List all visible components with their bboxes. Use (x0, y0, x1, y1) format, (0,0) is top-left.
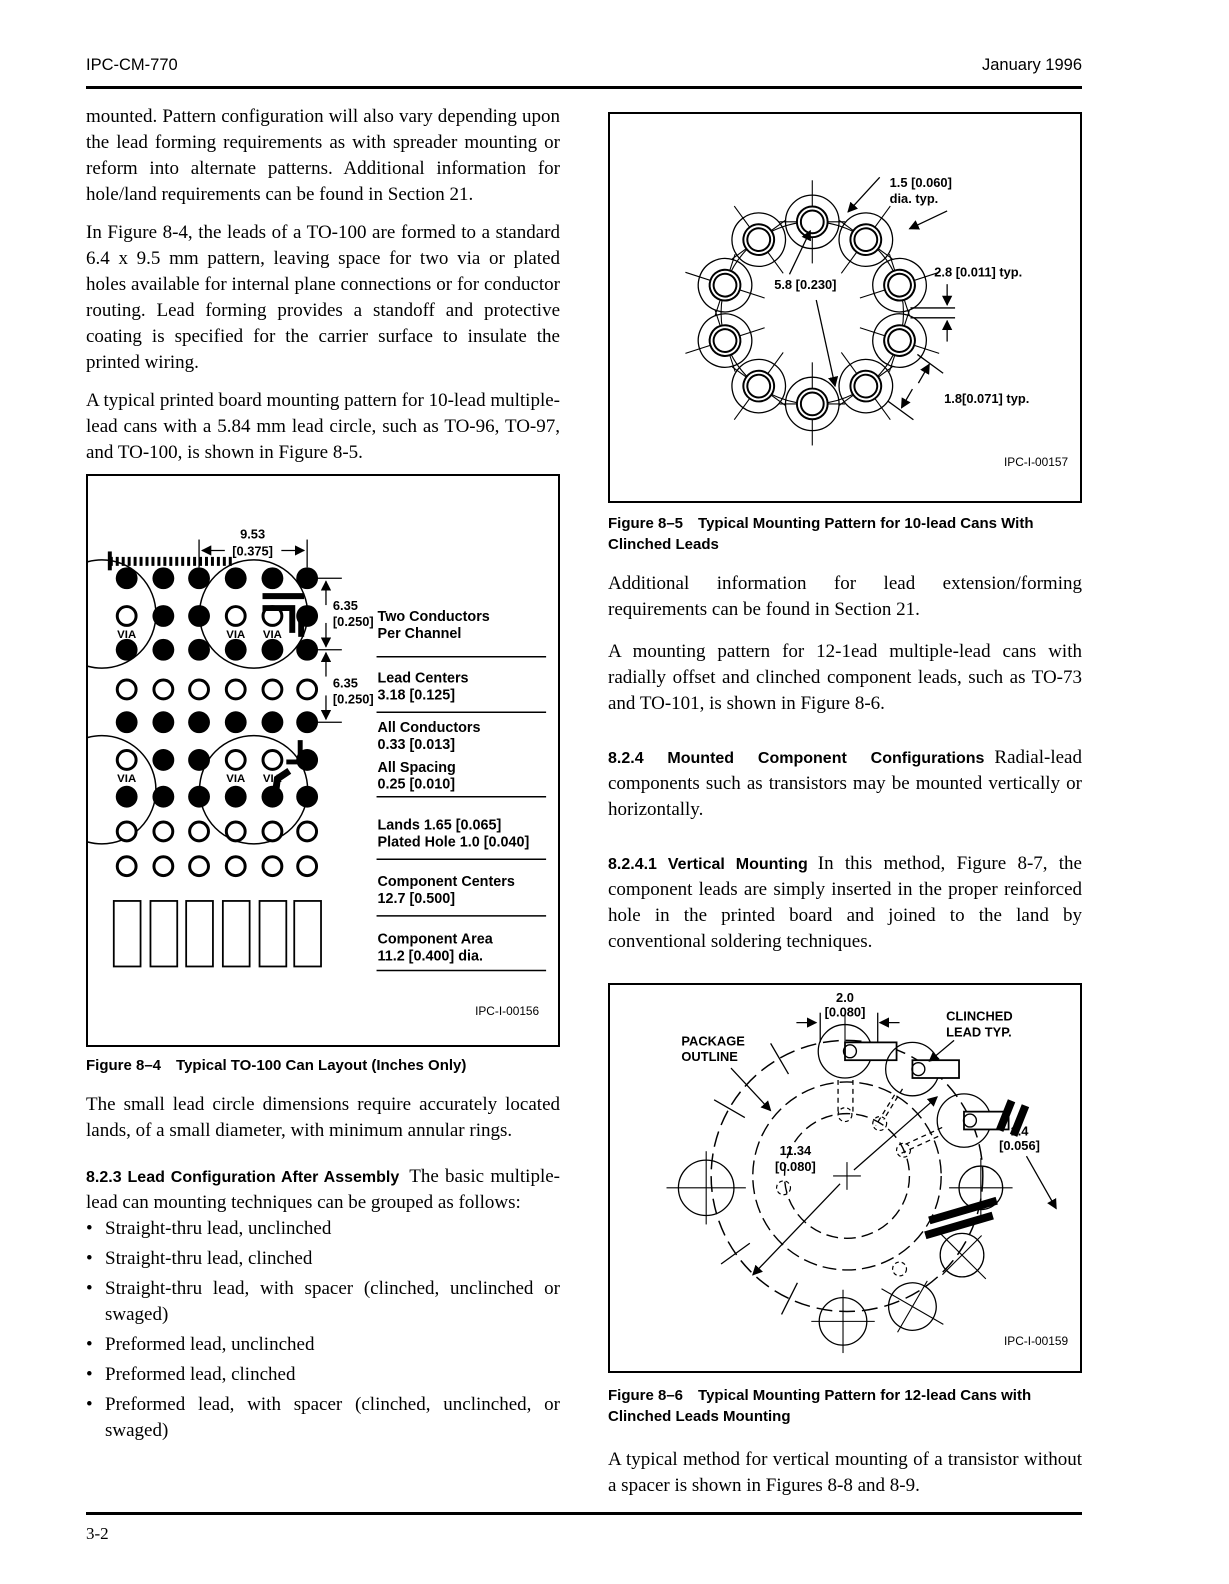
annotation: Plated Hole 1.0 [0.040] (377, 834, 530, 851)
annotation: Lead Centers (377, 670, 469, 687)
list-item: • Preformed lead, clinched (86, 1362, 560, 1388)
plate-id: IPC-I-00156 (475, 1004, 540, 1019)
dim-text: 11.34 (779, 1143, 812, 1159)
pad-ring (675, 180, 949, 445)
annotation: All Conductors (377, 720, 481, 737)
list-item: • Preformed lead, unclinched (86, 1332, 560, 1358)
right-column (608, 104, 1082, 1511)
figure4-annotations (377, 609, 547, 970)
dim-text: 5.8 [0.230] (774, 277, 837, 293)
label-text: CLINCHED (946, 1008, 1013, 1024)
caption-label: Figure 8–6 (608, 1387, 684, 1404)
clinch-mark (777, 1181, 791, 1195)
annotation: Per Channel (377, 625, 462, 642)
caption-text: Typical Mounting Pattern for 12-lead Cans with Clinched Leads Mounting (608, 1387, 1032, 1425)
dim-text: 6.35 (332, 598, 358, 614)
lead-config-list (86, 1216, 560, 1444)
annotation: Lands 1.65 [0.065] (377, 817, 502, 834)
annotation: 11.2 [0.400] dia. (377, 948, 483, 965)
dim-text: dia. typ. (889, 191, 939, 207)
footer-rule (86, 1512, 1082, 1515)
figure-8-6-drawing (610, 985, 1080, 1358)
plate-id: IPC-I-00157 (1004, 455, 1069, 470)
caption-label: Figure 8–4 (86, 1057, 162, 1074)
section-body: The basic multiple- lead can mounting techniques can be grouped as follows: (86, 1166, 560, 1213)
via-label: VIA (262, 772, 282, 785)
page-number: 3-2 (86, 1524, 109, 1543)
annotation: Component Centers (377, 874, 515, 891)
section-8-2-4-1 (608, 851, 1082, 955)
caption-text: Typical Mounting Pattern for 10-lead Cans With Clinched Leads (608, 515, 1034, 553)
label-text: OUTLINE (681, 1049, 738, 1065)
paragraph: The small lead circle dimensions require accurately located lands, of a small diameter, with minimum annular rings. (86, 1094, 560, 1141)
via-label: VIA (226, 628, 246, 641)
annotation: Component Area (377, 931, 493, 948)
dim-text: [0.250] (332, 613, 374, 629)
figure-8-4-drawing (88, 476, 558, 1032)
figure-8-5-caption (608, 513, 1082, 555)
via-label: VIA (117, 628, 137, 641)
section-heading: 8.2.3 Lead Configuration After Assembly (86, 1169, 400, 1186)
dimension-pitch (888, 354, 1030, 419)
annotation: 3.18 [0.125] (377, 687, 456, 704)
section-body: Radial-lead components such as transistors may be mounted vertically or horizontally. (608, 747, 1082, 820)
dim-text: [0.056] (999, 1138, 1040, 1154)
dim-text: 1.5 [0.060] (889, 175, 952, 191)
dimension-lead-width (999, 1123, 1056, 1208)
dimension-width (199, 527, 307, 568)
paragraph: mounted. Pattern configuration will also vary depending upon the lead forming requirements as with spreader mounting or reform into alternate patterns. Additional information for hole/land requirements can be found in Section 21. (86, 106, 560, 205)
caption-text: Typical TO-100 Can Layout (Inches Only) (176, 1057, 467, 1074)
dimension-lead-circle (774, 231, 836, 386)
list-item: • Preformed lead, with spacer (clinched, unclinched, or swaged) (86, 1392, 560, 1444)
label-text: LEAD TYP. (946, 1024, 1012, 1040)
plate-id: IPC-I-00159 (1003, 1334, 1069, 1349)
dimension-pad-dia (848, 175, 952, 229)
list-item: • Straight-thru lead, clinched (86, 1246, 560, 1272)
annotation: All Spacing (377, 759, 456, 776)
list-item: • Straight-thru lead, unclinched (86, 1216, 560, 1242)
dim-text: 2.0 (836, 989, 854, 1005)
caption-label: Figure 8–5 (608, 515, 684, 532)
paragraph: A typical printed board mounting pattern for 10-lead multiple- lead cans with a 5.84 mm lead circle, such as TO-96, TO-97, and TO-100, is shown in Figure 8-5. (86, 390, 560, 463)
figure-8-5 (608, 112, 1082, 503)
annotation: 12.7 [0.500] (377, 890, 456, 907)
dim-text: 1.4 (1010, 1123, 1029, 1139)
figure-8-4-caption (86, 1055, 560, 1076)
left-column (86, 104, 560, 1448)
label-text: PACKAGE (681, 1033, 745, 1049)
annotation: 0.25 [0.010] (377, 776, 456, 793)
center-mark (753, 1097, 937, 1275)
figure-8-5-drawing (610, 114, 1080, 488)
label-clinched-lead (929, 1009, 1012, 1062)
dim-text: 1.8[0.071] typ. (944, 390, 1030, 406)
label-package-outline (681, 1033, 770, 1110)
pad-position-ticks (714, 1043, 797, 1314)
section-8-2-4 (608, 745, 1082, 823)
dim-text: 6.35 (332, 675, 358, 691)
paragraph: A typical method for vertical mounting of a transistor without a spacer is shown in Figures 8-8 and 8-9. (608, 1449, 1082, 1496)
via-label: VIA (117, 772, 137, 785)
section-8-2-3 (86, 1164, 560, 1216)
dim-text: 2.8 [0.011] typ. (934, 264, 1023, 280)
dim-text: [0.080] (775, 1159, 816, 1175)
dim-text: [0.375] (232, 543, 273, 559)
dim-text: 9.53 (240, 526, 266, 542)
list-item: • Straight-thru lead, with spacer (clinched, unclinched or swaged) (86, 1276, 560, 1328)
dim-text: [0.250] (332, 691, 374, 707)
section-heading: 8.2.4 Mounted Component Configurations (608, 750, 985, 767)
dimension-lead-length (796, 990, 899, 1043)
annotation: 0.33 [0.013] (377, 737, 456, 754)
figure-8-6-caption (608, 1385, 1082, 1427)
page-header (86, 56, 1082, 89)
figure-8-4 (86, 474, 560, 1047)
via-label: VIA (226, 772, 246, 785)
paragraph: A mounting pattern for 12-1ead multiple-lead cans with radially offset and clinched component leads, such as TO-73 and TO-101, is shown in Figure 8-6. (608, 641, 1082, 714)
document-date: January 1996 (982, 56, 1082, 74)
paragraph: Additional information for lead extension/forming requirements can be found in Section 21. (608, 573, 1082, 620)
plain-pads (667, 1151, 1013, 1353)
paragraph: In Figure 8-4, the leads of a TO-100 are formed to a standard 6.4 x 9.5 mm pattern, leaving space for two via or plated holes available for internal plane connections or for conductor routing. Lead forming provides a standoff and protective coating is specified for the carrier surface to insulate the printed wiring. (86, 222, 560, 373)
via-label: VIA (262, 628, 282, 641)
clinch-mark (893, 1262, 907, 1276)
dimension-vertical (314, 578, 374, 722)
section-body: In this method, Figure 8-7, the component leads are simply inserted in the proper reinforced hole in the printed board and joined to the land by conventional soldering techniques. (608, 853, 1082, 952)
component-area-rects (114, 901, 321, 967)
section-heading: 8.2.4.1 Vertical Mounting (608, 856, 808, 873)
dim-text: [0.080] (824, 1004, 866, 1020)
figure-8-6 (608, 983, 1082, 1373)
annotation: Two Conductors (377, 608, 490, 625)
document-id: IPC-CM-770 (86, 56, 178, 74)
